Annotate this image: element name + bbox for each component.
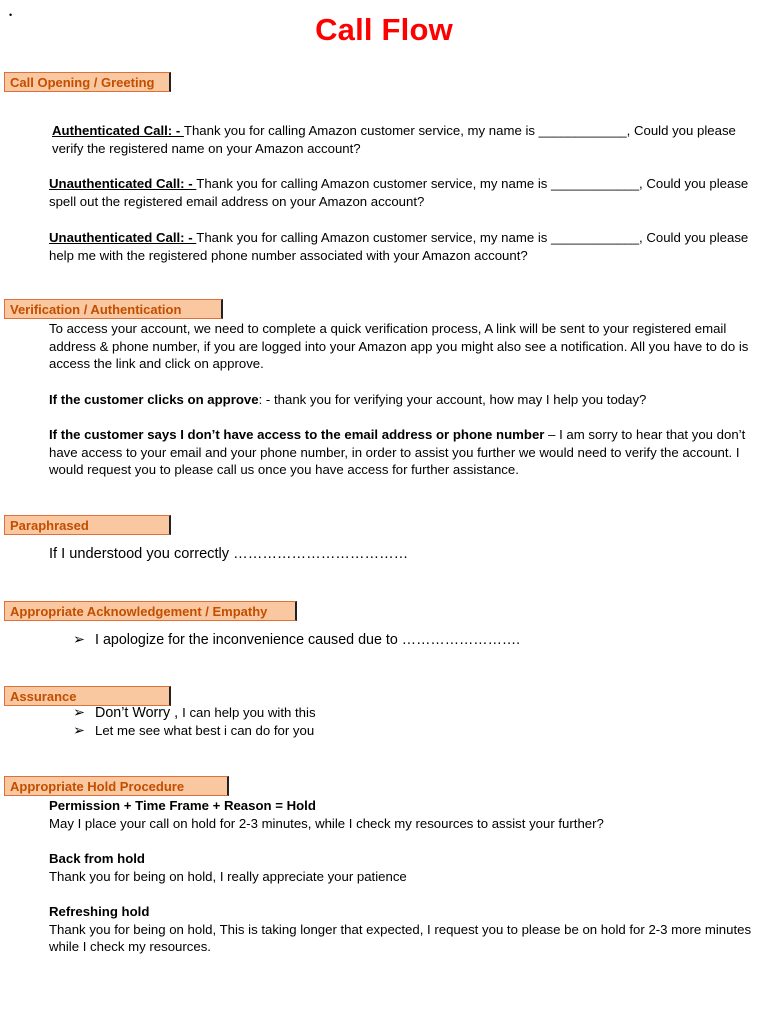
arrow-bullet-icon: ➢: [73, 705, 85, 721]
assurance-list-item: [73, 705, 316, 721]
authenticated-call-text: Thank you for calling Amazon customer service, my name is ____________, Could you please verify the registered name on your Amazon account?: [52, 123, 736, 156]
verification-approve-paragraph: [49, 391, 765, 409]
section-tag-verification: Verification / Authentication: [4, 299, 223, 319]
unauthenticated-call-phone-text: Thank you for calling Amazon customer service, my name is ____________, Could you please help me with the registered phone number associated with your Amazon account?: [49, 230, 749, 263]
assurance-list-item: [73, 723, 314, 739]
empathy-text: I apologize for the inconvenience caused due to …………………….: [95, 632, 521, 648]
assurance-item1-end: I can help you with this: [182, 705, 316, 720]
section-tag-assurance: Assurance: [4, 686, 171, 706]
unauthenticated-call-email-text: Thank you for calling Amazon customer service, my name is ____________, Could you please spell out the registered email address on your Amazon account?: [49, 176, 749, 209]
unauthenticated-call-label: Unauthenticated Call: -: [49, 176, 197, 191]
authenticated-call-paragraph: [52, 122, 765, 157]
verification-no-access-paragraph: [49, 426, 765, 479]
no-access-text: – I am sorry to hear that you don’t have access to your email and your phone number, in order to assist you further we would need to verify the account. I would request you to please call us once you have access for further assistance.: [49, 427, 746, 477]
unauthenticated-call-email-paragraph: [49, 175, 765, 210]
unauthenticated-call-phone-paragraph: [49, 229, 765, 264]
verification-intro: To access your account, we need to complete a quick verification process, A link will be sent to your registered email address & phone number, if you are logged into your Amazon app you might also see a notification. All you have to do is access the link and click on approve.: [49, 321, 749, 371]
back-from-hold-heading: Back from hold: [49, 851, 145, 866]
bullet-icon: •: [9, 10, 13, 20]
hold-permission-text: May I place your call on hold for 2-3 minutes, while I check my resources to assist your further?: [49, 815, 604, 831]
refreshing-hold-block: [49, 903, 765, 956]
back-from-hold-block: [49, 850, 765, 885]
page-title: Call Flow: [315, 12, 453, 47]
approve-label: If the customer clicks on approve: [49, 392, 259, 407]
no-access-label: If the customer says I don’t have access to the email address or phone number: [49, 427, 545, 442]
assurance-item1-start: Don’t Worry ,: [95, 705, 183, 721]
refreshing-hold-heading: Refreshing hold: [49, 904, 150, 919]
arrow-bullet-icon: ➢: [73, 632, 85, 648]
hold-permission-heading: Permission + Time Frame + Reason = Hold: [49, 798, 316, 813]
section-tag-call-opening: Call Opening / Greeting: [4, 72, 171, 92]
unauthenticated-call-label: Unauthenticated Call: -: [49, 230, 197, 245]
section-tag-empathy: Appropriate Acknowledgement / Empathy: [4, 601, 297, 621]
approve-text: : - thank you for verifying your account, how may I help you today?: [258, 392, 647, 407]
empathy-list-item: [73, 632, 520, 648]
refreshing-hold-text: Thank you for being on hold, This is taking longer that expected, I request you to please be on hold for 2-3 more minutes while I check my resources.: [49, 921, 752, 954]
assurance-item2-text: Let me see what best i can do for you: [95, 723, 315, 738]
arrow-bullet-icon: ➢: [73, 723, 85, 739]
back-from-hold-text: Thank you for being on hold, I really appreciate your patience: [49, 868, 407, 884]
authenticated-call-label: Authenticated Call: -: [52, 123, 184, 138]
section-tag-hold-procedure: Appropriate Hold Procedure: [4, 776, 229, 796]
section-tag-paraphrased: Paraphrased: [4, 515, 171, 535]
hold-permission-block: [49, 797, 765, 832]
paraphrased-text: If I understood you correctly ………………………………: [49, 546, 409, 562]
